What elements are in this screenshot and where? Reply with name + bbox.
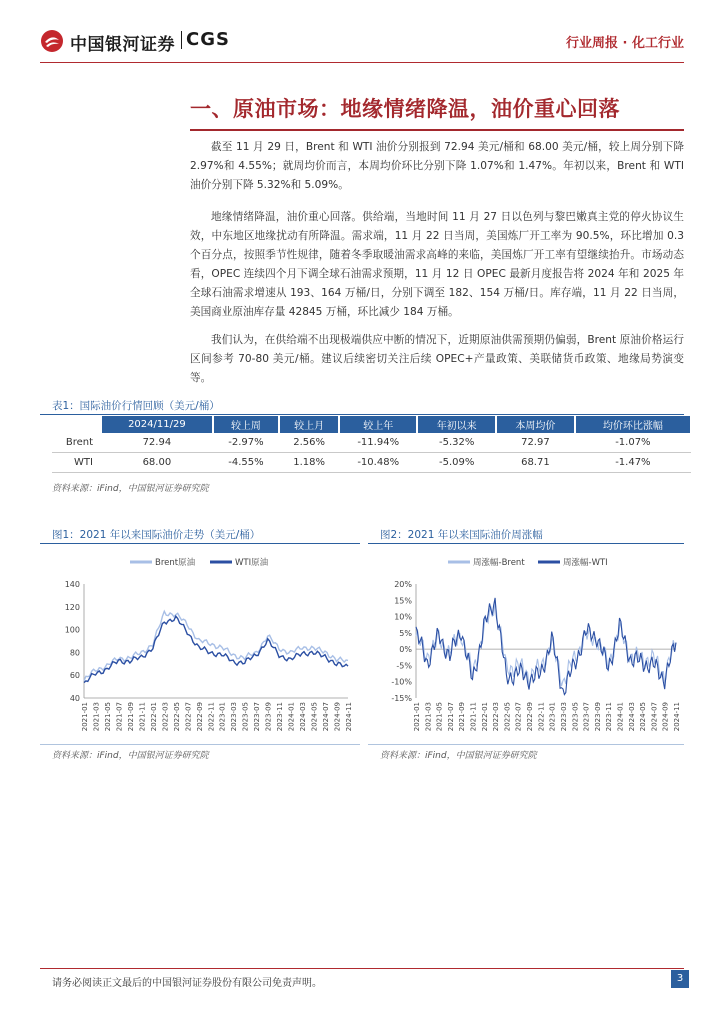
x-tick-label: 2024-05: [639, 702, 648, 732]
table-header-cell: 本周均价: [496, 416, 575, 433]
y-tick-label: -10%: [391, 677, 412, 687]
x-tick-label: 2024-09: [333, 702, 342, 732]
brand-name-cn: 中国银河证券: [70, 35, 175, 55]
x-tick-label: 2024-01: [616, 702, 625, 732]
y-tick-label: 10%: [394, 612, 412, 622]
x-tick-label: 2021-09: [126, 702, 135, 732]
x-tick-label: 2023-03: [559, 702, 568, 732]
x-tick-label: 2022-01: [149, 702, 158, 732]
paragraph-supply-demand: 地缘情绪降温，油价重心回落。供给端，当地时间 11 月 27 日以色列与黎巴嫩真主党的停火协议生效，中东地区地缘扰动有所降温。需求端，11 月 22 日当周，美国炼厂开工率为 90.5%，环比增加 0.3 个百分点，按照季节性规律，随着冬季取暖油需求高峰的来临，美国炼厂开工率有望继续抬升。市场动态看，OPEC 连续四个月下调全球石油需求预期，11 月 12 日 OPEC 最新月度报告将 2024 年和 2025 年全球石油需求增速从 193、164 万桶/日，分别下调至 182、154 万桶/日。库存端，11 月 22 日当周，美国商业原油库存量 42845 万桶，环比减少 184 万桶。: [190, 211, 684, 318]
table-cell: 72.97: [496, 433, 575, 453]
x-tick-label: 2021-11: [469, 702, 478, 732]
figure2-source-note: 资料来源：iFind，中国银河证券研究院: [380, 751, 537, 761]
paragraph-price-summary: 截至 11 月 29 日，Brent 和 WTI 油价分别报到 72.94 美元/桶和 68.00 美元/桶，较上周分别下降 2.97%和 4.55%；就周均价而言，本周均价环比分别下降 1.07%和 1.47%。年初以来，Brent 和 WTI 油价分别下降 5.32%和 5.09%。: [190, 141, 684, 191]
x-tick-label: 2024-07: [650, 702, 659, 732]
table-cell: 68.00: [101, 453, 213, 473]
x-tick-label: 2023-07: [582, 702, 591, 732]
legend-label: WTI原油: [235, 558, 269, 568]
page-number: 3: [671, 970, 689, 988]
x-tick-label: 2022-03: [492, 702, 501, 732]
table-cell: 1.18%: [279, 453, 339, 473]
section-title: 一、原油市场：地缘情绪降温，油价重心回落: [190, 97, 620, 121]
series-line-wti: [416, 598, 676, 695]
x-tick-label: 2022-11: [207, 702, 216, 732]
y-tick-label: -5%: [396, 661, 412, 671]
x-tick-label: 2024-09: [661, 702, 670, 732]
footer-disclaimer: 请务必阅读正文最后的中国银河证券股份有限公司免责声明。: [52, 978, 322, 989]
x-tick-label: 2022-09: [195, 702, 204, 732]
oil-price-weekly-change-chart: [368, 546, 684, 742]
y-tick-label: 60: [69, 671, 80, 681]
table-header-cell: 较上周: [213, 416, 279, 433]
y-tick-label: 80: [69, 648, 80, 658]
x-tick-label: 2023-09: [593, 702, 602, 732]
table-cell: -10.48%: [339, 453, 417, 473]
figure1-title-underline: [40, 543, 360, 544]
table-title: 表1：国际油价行情回顾（美元/桶）: [52, 400, 220, 412]
x-tick-label: 2024-11: [673, 702, 681, 732]
x-tick-label: 2021-01: [81, 702, 89, 732]
figure1-source-note: 资料来源：iFind，中国银河证券研究院: [52, 751, 209, 761]
x-tick-label: 2023-11: [276, 702, 285, 732]
paragraph-outlook: 我们认为，在供给端不出现极端供应中断的情况下，近期原油供需预期仍偏弱，Brent 原油价格运行区间参考 70-80 美元/桶。建议后续密切关注后续 OPEC+产量政策、美联储货币政策、地缘局势演变等。: [190, 334, 684, 384]
y-tick-label: 5%: [399, 628, 412, 638]
x-tick-label: 2022-09: [526, 702, 535, 732]
x-tick-label: 2024-11: [345, 702, 353, 732]
x-tick-label: 2021-07: [446, 702, 455, 732]
report-type-label: 行业周报 · 化工行业: [566, 36, 684, 51]
table-row-label: Brent: [52, 433, 101, 453]
x-tick-label: 2024-01: [287, 702, 296, 732]
x-tick-label: 2021-09: [458, 702, 467, 732]
table-cell: 72.94: [101, 433, 213, 453]
legend-label: Brent原油: [155, 558, 196, 568]
x-tick-label: 2023-05: [241, 702, 250, 732]
y-tick-label: 100: [64, 625, 80, 635]
oil-price-trend-chart: [40, 546, 358, 742]
section-title-underline: [190, 129, 684, 131]
legend-label: 周涨幅-WTI: [563, 558, 608, 568]
x-tick-label: 2021-03: [92, 702, 101, 732]
brand-name-en: CGS: [186, 29, 230, 50]
x-tick-label: 2022-05: [172, 702, 181, 732]
x-tick-label: 2021-11: [138, 702, 147, 732]
figure2-bottom-divider: [368, 744, 684, 745]
y-tick-label: 20%: [394, 580, 412, 589]
x-tick-label: 2022-03: [161, 702, 170, 732]
table-cell: -4.55%: [213, 453, 279, 473]
table-header-cell: 较上年: [339, 416, 417, 433]
x-tick-label: 2022-01: [480, 702, 489, 732]
table-header-cell: 年初以来: [417, 416, 496, 433]
table-cell: 2.56%: [279, 433, 339, 453]
footer-divider: [40, 968, 684, 969]
x-tick-label: 2022-07: [184, 702, 193, 732]
table-source-note: 资料来源：iFind，中国银河证券研究院: [52, 484, 209, 494]
y-tick-label: 0%: [399, 645, 412, 655]
x-tick-label: 2022-05: [503, 702, 512, 732]
x-tick-label: 2021-07: [115, 702, 124, 732]
x-tick-label: 2023-03: [230, 702, 239, 732]
x-tick-label: 2023-01: [548, 702, 557, 732]
company-logo-icon: [40, 29, 64, 53]
table-cell: -11.94%: [339, 433, 417, 453]
table-header-row: [52, 416, 691, 433]
x-tick-label: 2021-05: [435, 702, 444, 732]
x-tick-label: 2024-03: [299, 702, 308, 732]
table-header-cell: 较上月: [279, 416, 339, 433]
oil-price-table: [52, 416, 692, 473]
figure1-bottom-divider: [40, 744, 360, 745]
table-row: [52, 433, 691, 453]
x-tick-label: 2023-11: [605, 702, 614, 732]
x-tick-label: 2022-07: [514, 702, 523, 732]
x-tick-label: 2024-05: [310, 702, 319, 732]
x-tick-label: 2022-11: [537, 702, 546, 732]
y-tick-label: 140: [64, 580, 80, 589]
table-row: [52, 453, 691, 473]
x-tick-label: 2021-05: [103, 702, 112, 732]
x-tick-label: 2021-03: [424, 702, 433, 732]
x-tick-label: 2023-05: [571, 702, 580, 732]
table-header-empty: [52, 416, 101, 433]
brand-separator: [181, 31, 182, 49]
header-divider: [40, 62, 684, 63]
table-cell: -2.97%: [213, 433, 279, 453]
x-tick-label: 2023-07: [253, 702, 262, 732]
y-tick-label: -15%: [391, 694, 412, 703]
figure2-title: 图2：2021 年以来国际油价周涨幅: [380, 529, 543, 541]
x-tick-label: 2023-09: [264, 702, 273, 732]
table-title-underline: [40, 414, 684, 415]
table-cell: -5.09%: [417, 453, 496, 473]
y-tick-label: 40: [69, 694, 80, 703]
table-cell: -1.07%: [575, 433, 691, 453]
table-cell: -1.47%: [575, 453, 691, 473]
y-tick-label: 15%: [394, 596, 412, 606]
y-tick-label: 120: [64, 602, 80, 612]
figure2-title-underline: [368, 543, 684, 544]
series-line-brent: [84, 611, 348, 681]
table-header-cell: 均价环比涨幅: [575, 416, 691, 433]
x-tick-label: 2024-07: [322, 702, 331, 732]
figure1-title: 图1：2021 年以来国际油价走势（美元/桶）: [52, 529, 261, 541]
legend-label: 周涨幅-Brent: [473, 558, 525, 568]
table-cell: 68.71: [496, 453, 575, 473]
x-tick-label: 2023-01: [218, 702, 227, 732]
x-tick-label: 2021-01: [413, 702, 421, 732]
table-header-cell: 2024/11/29: [101, 416, 213, 433]
table-row-label: WTI: [52, 453, 101, 473]
x-tick-label: 2024-03: [627, 702, 636, 732]
table-cell: -5.32%: [417, 433, 496, 453]
